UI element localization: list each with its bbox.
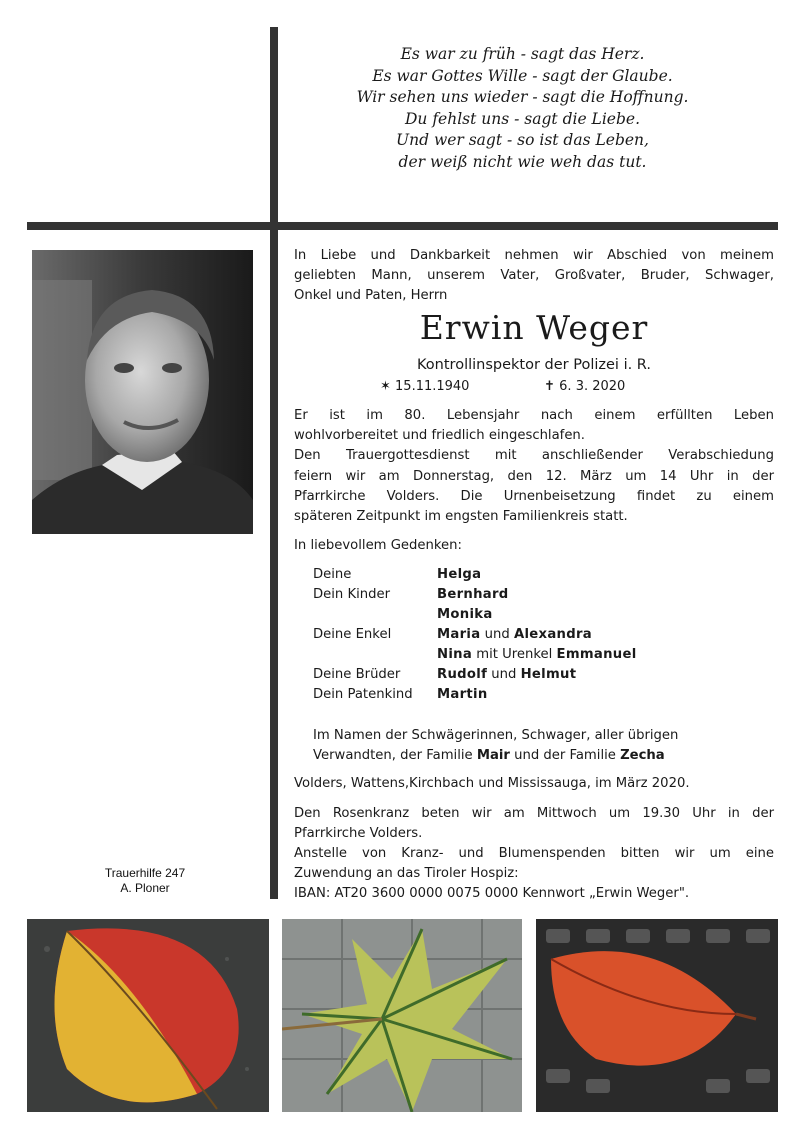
poem-line: der weiß nicht wie weh das tut. <box>398 152 647 171</box>
poem <box>300 44 745 174</box>
family-member-name: Maria <box>437 627 481 642</box>
family-connector: und <box>487 667 521 682</box>
body-text <box>294 406 774 527</box>
body-line: wohlvorbereitet und friedlich eingeschlafen. <box>294 428 585 444</box>
family-relation <box>313 645 437 665</box>
credit <box>60 866 230 896</box>
family-row <box>313 685 637 705</box>
family-member-name: Helga <box>437 567 482 582</box>
poem-line: Es war zu früh - sagt das Herz. <box>400 45 645 63</box>
family-row <box>313 565 637 585</box>
family-member-name: Helmut <box>520 667 577 682</box>
names-of-block <box>313 726 773 766</box>
body-line: Pfarrkirche Volders. Die Urnenbeisetzung findet zu einem <box>294 488 774 504</box>
family-member-name: Alexandra <box>513 627 592 642</box>
family-row <box>313 665 637 685</box>
poem-line: Wir sehen uns wieder - sagt die Hoffnung. <box>356 88 689 107</box>
rosary-line: Pfarrkirche Volders. <box>294 826 423 842</box>
place-date-text: Volders, Wattens,Kirchbach und Mississauga, im März 2020. <box>294 776 690 791</box>
family-names <box>437 665 576 685</box>
life-dates <box>380 376 700 398</box>
intro-text <box>294 246 774 307</box>
leaf-photo-maple <box>282 919 522 1112</box>
family-relation: Dein Kinder <box>313 587 391 602</box>
family-connector: und <box>480 627 514 642</box>
donation-text <box>294 844 774 905</box>
family-relation <box>313 605 437 625</box>
deceased-name: Erwin Weger <box>419 308 649 347</box>
family-names <box>437 585 509 605</box>
family-member-name: Monika <box>437 607 493 622</box>
credit-line: Trauerhilfe 247 <box>104 866 186 880</box>
intro-line: Onkel und Paten, Herrn <box>294 288 448 304</box>
family-row <box>313 625 637 645</box>
donation-line: Anstelle von Kranz- und Blumenspenden bitten wir um eine <box>294 846 774 861</box>
intro-line: In Liebe und Dankbarkeit nehmen wir Abschied von meinem <box>294 248 774 263</box>
family-list <box>313 565 637 705</box>
family-member-name: Martin <box>437 687 488 702</box>
family-name-zecha: Zecha <box>620 748 665 764</box>
names-of-text: Verwandten, der Familie <box>313 748 477 764</box>
remembrance-heading <box>294 536 774 556</box>
remembrance-text: In liebevollem Gedenken: <box>294 538 462 553</box>
leaf-photo-yellow <box>27 919 269 1112</box>
family-names <box>437 645 637 665</box>
rosary-text <box>294 804 774 844</box>
family-relation: Dein Patenkind <box>313 687 413 702</box>
poem-line: Du fehlst uns - sagt die Liebe. <box>404 109 640 128</box>
place-date <box>294 774 774 794</box>
names-of-line: Im Namen der Schwägerinnen, Schwager, aller übrigen <box>313 728 679 743</box>
donation-line: IBAN: AT20 3600 0000 0075 0000 Kennwort „Erwin Weger". <box>294 886 690 902</box>
body-line: Den Trauergottesdienst mit anschließender Verabschiedung <box>294 448 774 464</box>
family-row <box>313 605 637 625</box>
family-relation: Deine Enkel <box>313 627 392 642</box>
body-line: feiern wir am Donnerstag, den 12. März um 14 Uhr in der <box>294 468 774 484</box>
cross-vertical-bar <box>270 27 278 899</box>
family-member-name: Bernhard <box>437 587 509 602</box>
cross-horizontal-bar <box>27 222 778 230</box>
poem-line: Und wer sagt - so ist das Leben, <box>396 131 649 150</box>
family-row <box>313 585 637 605</box>
birth-date: ✶ 15.11.1940 <box>380 379 470 394</box>
family-names <box>437 565 481 585</box>
death-date: ✝ 6. 3. 2020 <box>544 379 626 394</box>
family-relation: Deine <box>313 567 352 582</box>
body-line: späteren Zeitpunkt im engsten Familienkreis statt. <box>294 509 628 525</box>
family-member-name: Emmanuel <box>556 647 637 662</box>
family-names <box>437 605 493 625</box>
family-names <box>437 685 488 705</box>
family-row <box>313 645 637 665</box>
rosary-line: Den Rosenkranz beten wir am Mittwoch um 19.30 Uhr in der <box>294 806 774 821</box>
family-relation: Deine Brüder <box>313 667 401 682</box>
intro-line: geliebten Mann, unserem Vater, Großvater, Bruder, Schwager, <box>294 268 774 284</box>
family-member-name: Rudolf <box>437 667 488 682</box>
names-of-text: und der Familie <box>509 748 621 764</box>
names-of-line <box>313 746 773 766</box>
donation-line: Zuwendung an das Tiroler Hospiz: <box>294 866 519 882</box>
portrait-photo <box>32 250 253 534</box>
leaf-photo-red <box>536 919 778 1112</box>
body-line: Er ist im 80. Lebensjahr nach einem erfüllten Leben <box>294 408 774 423</box>
poem-line: Es war Gottes Wille - sagt der Glaube. <box>372 66 673 85</box>
family-member-name: Nina <box>437 647 473 662</box>
deceased-title: Kontrollinspektor der Polizei i. R. <box>417 357 651 373</box>
family-connector: mit Urenkel <box>472 647 557 662</box>
credit-line: A. Ploner <box>120 881 170 895</box>
family-names <box>437 625 592 645</box>
family-name-mair: Mair <box>476 748 510 764</box>
